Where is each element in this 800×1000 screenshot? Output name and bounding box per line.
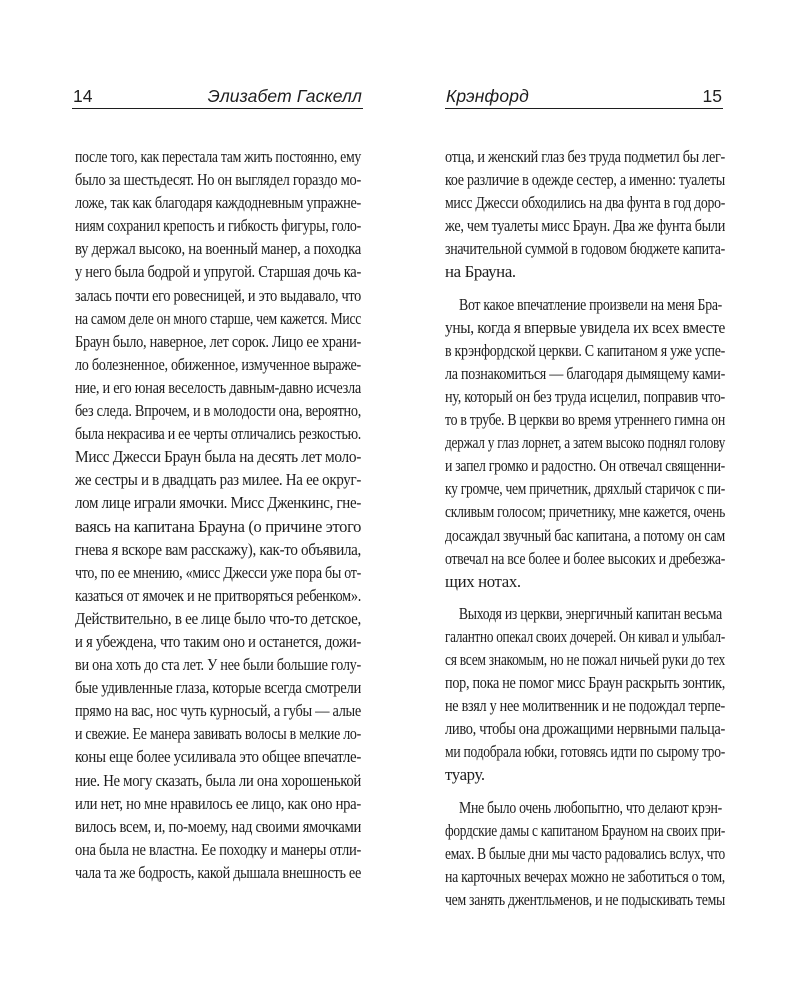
text-line: ся всем знакомым, но не пожал ничьей руки до тех [445, 649, 726, 669]
text-line: ваясь на капитана Брауна (о причине этого [75, 516, 362, 536]
text-line: она была не властна. Ее походку и манеры отли- [75, 839, 362, 859]
text-line: бые удивленные глаза, которые всегда смотрели [75, 678, 361, 698]
text-line: гнева я вскоре вам расскажу), как-то объявила, [75, 539, 362, 559]
left-page-body [75, 145, 361, 884]
text-line: же сестры и в двадцать раз милее. На ее округ- [75, 470, 362, 490]
text-line: щих нотах. [445, 571, 521, 591]
text-line: уны, когда я впервые увидела их всех вместе [445, 317, 726, 337]
text-line: туару. [445, 765, 485, 785]
text-line: ми подобрала юбки, готовясь идти по сырому тро- [445, 742, 725, 762]
right-page [400, 0, 800, 1000]
text-line: ву держал высоко, на военный манер, а походка [75, 239, 362, 259]
running-head-title: Крэнфорд [446, 86, 529, 106]
text-line: у него была бодрой и упругой. Старшая дочь ка- [75, 262, 361, 282]
text-line: была некрасива и ее черты отличались резкостью. [75, 424, 362, 444]
text-line: же, чем туалеты мисс Браун. Два же фунта были [445, 216, 725, 236]
text-line: не взял у нее молитвенник и не подождал терпе- [445, 696, 725, 716]
text-line: Мисс Джесси Браун была на десять лет моло- [75, 447, 362, 467]
text-line: Мне было очень любопытно, что делают крэн- [458, 797, 722, 817]
page-number: 15 [702, 86, 722, 106]
text-line: Выходя из церкви, энергичный капитан весьма [458, 603, 722, 623]
page-number: 14 [73, 86, 93, 106]
text-line: на самом деле он много старше, чем кажется. Мисс [75, 308, 362, 328]
text-line: кое различие в одежде сестер, а именно: туалеты [445, 170, 725, 190]
text-line: ла познакомиться — благодаря дымящему ками- [445, 363, 725, 383]
left-page-header [73, 79, 362, 107]
text-line: залась почти его ровесницей, и это выдавало, что [75, 285, 362, 305]
text-line: ниям сохранил крепость и гибкость фигуры, голо- [75, 216, 362, 236]
text-line: чем занять джентльменов, и не подыскивать темы [445, 889, 726, 909]
text-line: отца, и женский глаз без труда подметил бы лег- [445, 147, 725, 166]
text-line: ло болезненное, обиженное, измученное выраже- [75, 354, 361, 374]
text-line: ви она хоть до ста лет. У нее были большие голу- [75, 655, 362, 675]
text-line: отвечал на все более и более высоких и дребезжа- [445, 548, 725, 568]
text-line: держал у глаз лорнет, а затем высоко поднял голову [445, 433, 726, 453]
text-line: казаться от ямочек и не притворяться ребенком». [75, 585, 362, 605]
text-line: галантно опекал своих дочерей. Он кивал и улыбал- [445, 626, 725, 646]
text-line: коны еще более усиливала это общее впечатле- [75, 747, 361, 767]
header-rule [445, 108, 723, 109]
text-line: прямо на вас, нос чуть курносый, а губы — алые [75, 701, 361, 721]
header-rule [72, 108, 363, 109]
text-line: без следа. Впрочем, и в молодости она, вероятно, [75, 401, 362, 421]
text-line: вилось всем, и, по-моему, над своими ямочками [75, 816, 361, 836]
text-line: пор, пока не помог мисс Браун раскрыть зонтик, [445, 673, 726, 693]
text-line: что, по ее мнению, «мисс Джесси уже пора бы от- [75, 562, 361, 582]
right-page-header [446, 79, 722, 107]
text-line: в крэнфордской церкви. С капитаном я уже успе- [445, 340, 726, 360]
text-line: и запел громко и радостно. Он отвечал священни- [445, 456, 725, 476]
text-line: ливо, чтобы она дрожащими нервными пальца- [445, 719, 726, 739]
text-line: на карточных вечерах можно не заботиться о том, [445, 866, 725, 886]
text-line: было за шестьдесят. Но он выглядел гораздо мо- [75, 170, 362, 190]
running-head-author: Элизабет Гаскелл [207, 86, 362, 106]
text-line: ну, который он без труда исцелил, поправив что- [445, 386, 725, 406]
text-line: ние. Не могу сказать, была ли она хорошенькой [75, 770, 361, 790]
text-line: скливым голосом; причетнику, мне кажется, очень [445, 502, 726, 522]
text-line: и свежие. Ее манера завивать волосы в мелкие ло- [75, 724, 362, 744]
text-line: лом лице играли ямочки. Мисс Дженкинс, гне- [75, 493, 362, 513]
right-page-body [445, 145, 725, 911]
text-line: Действительно, в ее лице было что-то детское, [75, 608, 361, 628]
text-line: ложе, так как благодаря каждодневным упражне- [75, 193, 361, 213]
text-line: емах. В былые дни мы часто радовались вслух, что [445, 843, 726, 863]
text-line: то в трубе. В церкви во время утреннего гимна он [445, 410, 725, 430]
text-line: Браун было, наверное, лет сорок. Лицо ее храни- [75, 331, 362, 351]
text-line: Вот какое впечатление произвели на меня Бра- [459, 294, 723, 314]
text-line: чала та же бодрость, какой дышала внешность ее [75, 862, 362, 882]
text-line: досаждал звучный бас капитана, а потому он сам [445, 525, 725, 545]
text-line: или нет, но мне нравилось ее лицо, как оно нра- [75, 793, 362, 813]
text-line: фордские дамы с капитаном Брауном на своих при- [445, 820, 726, 840]
text-line: после того, как перестала там жить постоянно, ему [75, 147, 362, 166]
text-line: ние, и его юная веселость давным-давно исчезла [75, 377, 361, 397]
text-line: и я убеждена, что таким оно и останется, дожи- [75, 631, 361, 651]
text-line: мисс Джесси обходились на два фунта в год доро- [445, 193, 725, 213]
text-line: ку громче, чем причетник, дряхлый старичок с пи- [445, 479, 725, 499]
text-line: на Брауна. [445, 262, 516, 282]
text-line: значительной суммой в годовом бюджете капита- [445, 239, 725, 259]
